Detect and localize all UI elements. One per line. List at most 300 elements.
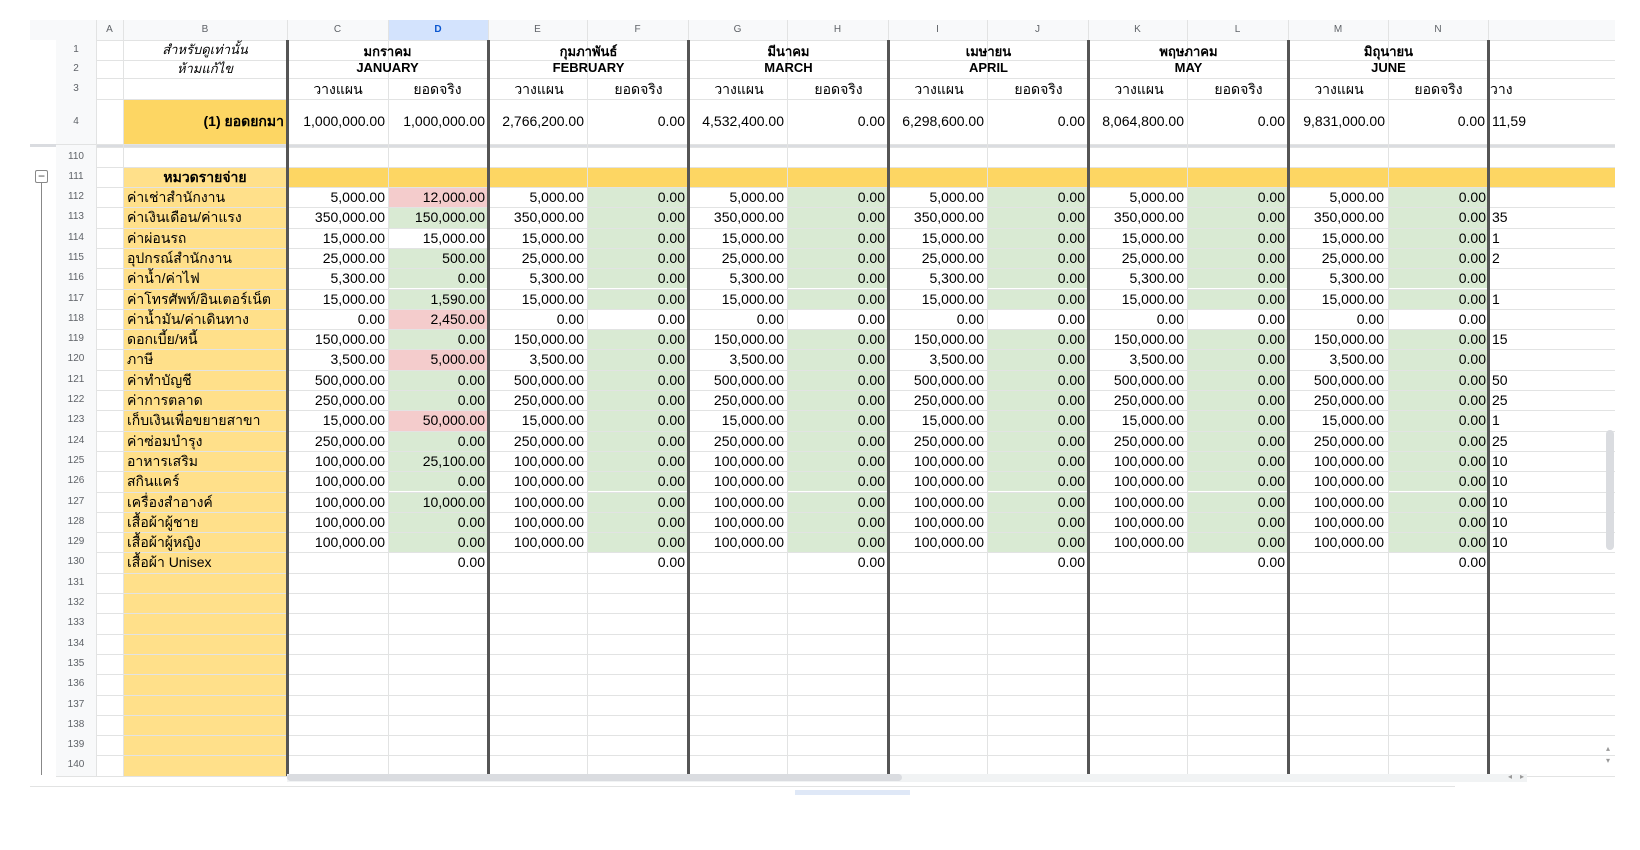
actual-value[interactable]: 0.00 bbox=[1458, 371, 1486, 388]
plan-value[interactable]: 100,000.00 bbox=[713, 513, 784, 530]
column-header-d[interactable]: D bbox=[388, 20, 488, 40]
carry-forward-value[interactable]: 4,532,400.00 bbox=[702, 113, 784, 129]
carry-forward-value[interactable]: 0.00 bbox=[657, 113, 685, 129]
plan-value[interactable]: 250,000.00 bbox=[1113, 432, 1184, 449]
carry-forward-value[interactable]: 0.00 bbox=[1257, 113, 1285, 129]
actual-value[interactable]: 0.00 bbox=[857, 189, 885, 205]
actual-value[interactable]: 15,000.00 bbox=[422, 229, 485, 246]
actual-value[interactable]: 0.00 bbox=[1057, 371, 1085, 388]
actual-value[interactable]: 0.00 bbox=[457, 270, 485, 287]
actual-value[interactable]: 0.00 bbox=[1257, 473, 1285, 490]
actual-value[interactable]: 0.00 bbox=[1257, 452, 1285, 469]
plan-value[interactable]: 100,000.00 bbox=[1313, 513, 1384, 530]
plan-value[interactable]: 150,000.00 bbox=[314, 331, 385, 348]
column-header-c[interactable]: C bbox=[287, 20, 388, 40]
row-header[interactable]: 4 bbox=[56, 99, 96, 144]
plan-value[interactable]: 15,000.00 bbox=[521, 412, 584, 429]
actual-value[interactable]: 0.00 bbox=[657, 392, 685, 408]
actual-value[interactable]: 0.00 bbox=[1257, 270, 1285, 287]
carry-forward-value[interactable]: 1,000,000.00 bbox=[303, 113, 385, 129]
actual-value[interactable]: 0.00 bbox=[857, 534, 885, 551]
plan-value[interactable]: 250,000.00 bbox=[713, 392, 784, 408]
actual-value[interactable]: 0.00 bbox=[1057, 432, 1085, 449]
actual-value[interactable]: 0.00 bbox=[857, 473, 885, 490]
actual-value[interactable]: 0.00 bbox=[1257, 493, 1285, 510]
actual-value[interactable]: 0.00 bbox=[1257, 392, 1285, 408]
actual-value[interactable]: 0.00 bbox=[1458, 351, 1486, 368]
actual-value[interactable]: 0.00 bbox=[1057, 270, 1085, 287]
plan-value[interactable]: 100,000.00 bbox=[1113, 452, 1184, 469]
carry-forward-value[interactable]: 0.00 bbox=[1057, 113, 1085, 129]
column-header-g[interactable]: G bbox=[688, 20, 787, 40]
plan-value[interactable]: 100,000.00 bbox=[1113, 513, 1184, 530]
plan-value[interactable]: 500,000.00 bbox=[1313, 371, 1384, 388]
vertical-scrollbar-thumb[interactable] bbox=[1606, 430, 1614, 550]
scroll-left-arrow-icon[interactable]: ◂ bbox=[1508, 772, 1513, 781]
plan-value[interactable]: 0.00 bbox=[1356, 310, 1384, 327]
partial-next-value[interactable]: 10 bbox=[1492, 493, 1508, 510]
plan-value[interactable]: 25,000.00 bbox=[521, 249, 584, 266]
actual-value[interactable]: 0.00 bbox=[657, 412, 685, 429]
carry-forward-value[interactable]: 0.00 bbox=[857, 113, 885, 129]
actual-value[interactable]: 0.00 bbox=[1057, 493, 1085, 510]
plan-value[interactable]: 25,000.00 bbox=[921, 249, 984, 266]
actual-value[interactable]: 0.00 bbox=[657, 554, 685, 571]
plan-value[interactable]: 0.00 bbox=[556, 310, 584, 327]
row-header[interactable]: 138 bbox=[56, 715, 96, 735]
actual-value[interactable]: 12,000.00 bbox=[422, 189, 485, 205]
carry-forward-value[interactable]: 9,831,000.00 bbox=[1303, 113, 1385, 129]
actual-value[interactable]: 0.00 bbox=[657, 331, 685, 348]
actual-value[interactable]: 0.00 bbox=[1458, 331, 1486, 348]
scroll-up-arrow-icon[interactable]: ▴ bbox=[1606, 744, 1611, 753]
actual-value[interactable]: 50,000.00 bbox=[422, 412, 485, 429]
plan-value[interactable]: 100,000.00 bbox=[314, 534, 385, 551]
actual-value[interactable]: 0.00 bbox=[1257, 331, 1285, 348]
actual-value[interactable]: 0.00 bbox=[657, 493, 685, 510]
actual-value[interactable]: 0.00 bbox=[857, 371, 885, 388]
plan-value[interactable]: 150,000.00 bbox=[913, 331, 984, 348]
column-header-e[interactable]: E bbox=[488, 20, 587, 40]
plan-value[interactable]: 5,300.00 bbox=[1129, 270, 1184, 287]
actual-value[interactable]: 0.00 bbox=[1458, 554, 1486, 571]
row-header[interactable]: 131 bbox=[56, 573, 96, 593]
plan-value[interactable]: 3,500.00 bbox=[330, 351, 385, 368]
plan-value[interactable]: 500,000.00 bbox=[1113, 371, 1184, 388]
plan-value[interactable]: 15,000.00 bbox=[1321, 290, 1384, 307]
row-header[interactable]: 110 bbox=[56, 147, 96, 167]
actual-value[interactable]: 0.00 bbox=[1257, 209, 1285, 226]
actual-value[interactable]: 0.00 bbox=[1458, 392, 1486, 408]
plan-value[interactable]: 100,000.00 bbox=[1313, 452, 1384, 469]
actual-value[interactable]: 5,000.00 bbox=[430, 351, 485, 368]
plan-value[interactable]: 100,000.00 bbox=[314, 473, 385, 490]
actual-value[interactable]: 0.00 bbox=[657, 371, 685, 388]
plan-value[interactable]: 15,000.00 bbox=[1321, 229, 1384, 246]
partial-next-value[interactable]: 10 bbox=[1492, 452, 1508, 469]
row-header[interactable]: 125 bbox=[56, 451, 96, 471]
plan-value[interactable]: 15,000.00 bbox=[1121, 412, 1184, 429]
plan-value[interactable]: 15,000.00 bbox=[921, 412, 984, 429]
actual-value[interactable]: 0.00 bbox=[657, 351, 685, 368]
plan-value[interactable]: 500,000.00 bbox=[314, 371, 385, 388]
actual-value[interactable]: 0.00 bbox=[1057, 513, 1085, 530]
plan-value[interactable]: 500,000.00 bbox=[513, 371, 584, 388]
actual-value[interactable]: 0.00 bbox=[857, 290, 885, 307]
actual-value[interactable]: 0.00 bbox=[857, 270, 885, 287]
plan-value[interactable]: 100,000.00 bbox=[314, 513, 385, 530]
actual-value[interactable]: 0.00 bbox=[1458, 513, 1486, 530]
plan-value[interactable]: 15,000.00 bbox=[521, 290, 584, 307]
plan-value[interactable]: 100,000.00 bbox=[913, 493, 984, 510]
actual-value[interactable]: 0.00 bbox=[1257, 371, 1285, 388]
plan-value[interactable]: 250,000.00 bbox=[1313, 392, 1384, 408]
plan-value[interactable]: 250,000.00 bbox=[913, 392, 984, 408]
row-header[interactable]: 134 bbox=[56, 634, 96, 654]
plan-value[interactable]: 25,000.00 bbox=[1121, 249, 1184, 266]
row-header[interactable]: 118 bbox=[56, 309, 96, 329]
plan-value[interactable]: 3,500.00 bbox=[1129, 351, 1184, 368]
plan-value[interactable]: 500,000.00 bbox=[913, 371, 984, 388]
plan-value[interactable]: 5,000.00 bbox=[529, 189, 584, 205]
row-header[interactable]: 139 bbox=[56, 735, 96, 755]
row-header[interactable]: 126 bbox=[56, 471, 96, 491]
plan-value[interactable]: 150,000.00 bbox=[1313, 331, 1384, 348]
plan-value[interactable]: 3,500.00 bbox=[929, 351, 984, 368]
plan-value[interactable]: 100,000.00 bbox=[1113, 473, 1184, 490]
actual-value[interactable]: 10,000.00 bbox=[422, 493, 485, 510]
column-header-h[interactable]: H bbox=[787, 20, 888, 40]
plan-value[interactable]: 15,000.00 bbox=[1121, 229, 1184, 246]
plan-value[interactable]: 25,000.00 bbox=[721, 249, 784, 266]
actual-value[interactable]: 0.00 bbox=[1257, 290, 1285, 307]
actual-value[interactable]: 0.00 bbox=[1458, 270, 1486, 287]
plan-value[interactable]: 0.00 bbox=[1156, 310, 1184, 327]
actual-value[interactable]: 0.00 bbox=[857, 554, 885, 571]
actual-value[interactable]: 0.00 bbox=[857, 412, 885, 429]
row-header[interactable]: 115 bbox=[56, 248, 96, 268]
plan-value[interactable]: 5,000.00 bbox=[729, 189, 784, 205]
plan-value[interactable]: 100,000.00 bbox=[713, 534, 784, 551]
row-header[interactable]: 124 bbox=[56, 431, 96, 451]
column-header-b[interactable]: B bbox=[123, 20, 287, 40]
plan-value[interactable]: 100,000.00 bbox=[1113, 534, 1184, 551]
plan-value[interactable]: 100,000.00 bbox=[314, 493, 385, 510]
actual-value[interactable]: 0.00 bbox=[657, 534, 685, 551]
column-header-a[interactable]: A bbox=[96, 20, 123, 40]
row-header[interactable]: 3 bbox=[56, 78, 96, 99]
plan-value[interactable]: 100,000.00 bbox=[513, 452, 584, 469]
plan-value[interactable]: 5,300.00 bbox=[729, 270, 784, 287]
actual-value[interactable]: 25,100.00 bbox=[422, 452, 485, 469]
plan-value[interactable]: 100,000.00 bbox=[913, 513, 984, 530]
actual-value[interactable]: 0.00 bbox=[857, 452, 885, 469]
plan-value[interactable]: 0.00 bbox=[756, 310, 784, 327]
actual-value[interactable]: 0.00 bbox=[857, 432, 885, 449]
plan-value[interactable]: 5,000.00 bbox=[1129, 189, 1184, 205]
actual-value[interactable]: 0.00 bbox=[1458, 534, 1486, 551]
actual-value[interactable]: 0.00 bbox=[1257, 534, 1285, 551]
row-header[interactable]: 135 bbox=[56, 654, 96, 674]
actual-value[interactable]: 0.00 bbox=[457, 432, 485, 449]
actual-value[interactable]: 0.00 bbox=[857, 351, 885, 368]
actual-value[interactable]: 0.00 bbox=[1458, 473, 1486, 490]
plan-value[interactable]: 250,000.00 bbox=[314, 432, 385, 449]
row-header[interactable]: 132 bbox=[56, 593, 96, 613]
actual-value[interactable]: 0.00 bbox=[1057, 189, 1085, 205]
sheet-tab-indicator[interactable] bbox=[795, 790, 910, 795]
plan-value[interactable]: 100,000.00 bbox=[913, 534, 984, 551]
carry-forward-value[interactable]: 2,766,200.00 bbox=[502, 113, 584, 129]
actual-value[interactable]: 0.00 bbox=[1257, 412, 1285, 429]
row-header[interactable]: 2 bbox=[56, 60, 96, 78]
actual-value[interactable]: 0.00 bbox=[657, 452, 685, 469]
row-header[interactable]: 128 bbox=[56, 512, 96, 532]
scroll-right-arrow-icon[interactable]: ▸ bbox=[1520, 772, 1525, 781]
collapse-group-icon[interactable]: − bbox=[35, 170, 48, 183]
plan-value[interactable]: 15,000.00 bbox=[921, 229, 984, 246]
plan-value[interactable]: 5,000.00 bbox=[330, 189, 385, 205]
row-header[interactable]: 1 bbox=[56, 40, 96, 60]
actual-value[interactable]: 0.00 bbox=[857, 513, 885, 530]
plan-value[interactable]: 5,000.00 bbox=[929, 189, 984, 205]
actual-value[interactable]: 0.00 bbox=[657, 432, 685, 449]
carry-forward-partial[interactable]: 11,59 bbox=[1492, 113, 1526, 129]
plan-value[interactable]: 100,000.00 bbox=[1313, 473, 1384, 490]
actual-value[interactable]: 0.00 bbox=[657, 310, 685, 327]
plan-value[interactable]: 15,000.00 bbox=[1321, 412, 1384, 429]
plan-value[interactable]: 100,000.00 bbox=[513, 534, 584, 551]
column-header-f[interactable]: F bbox=[587, 20, 688, 40]
partial-next-value[interactable]: 35 bbox=[1492, 209, 1508, 226]
actual-value[interactable]: 0.00 bbox=[657, 229, 685, 246]
plan-value[interactable]: 250,000.00 bbox=[513, 432, 584, 449]
actual-value[interactable]: 0.00 bbox=[1458, 452, 1486, 469]
plan-value[interactable]: 15,000.00 bbox=[921, 290, 984, 307]
row-header[interactable]: 112 bbox=[56, 187, 96, 207]
actual-value[interactable]: 0.00 bbox=[1057, 290, 1085, 307]
actual-value[interactable]: 0.00 bbox=[1257, 310, 1285, 327]
actual-value[interactable]: 0.00 bbox=[1458, 189, 1486, 205]
actual-value[interactable]: 0.00 bbox=[457, 371, 485, 388]
actual-value[interactable]: 0.00 bbox=[1458, 432, 1486, 449]
plan-value[interactable]: 250,000.00 bbox=[713, 432, 784, 449]
column-header-n[interactable]: N bbox=[1388, 20, 1488, 40]
actual-value[interactable]: 0.00 bbox=[857, 493, 885, 510]
plan-value[interactable]: 350,000.00 bbox=[1113, 209, 1184, 226]
row-header[interactable]: 111 bbox=[56, 167, 96, 187]
column-header-m[interactable]: M bbox=[1288, 20, 1388, 40]
plan-value[interactable]: 25,000.00 bbox=[322, 249, 385, 266]
plan-value[interactable]: 100,000.00 bbox=[713, 452, 784, 469]
plan-value[interactable]: 150,000.00 bbox=[1113, 331, 1184, 348]
plan-value[interactable]: 500,000.00 bbox=[713, 371, 784, 388]
actual-value[interactable]: 0.00 bbox=[857, 392, 885, 408]
partial-next-value[interactable]: 25 bbox=[1492, 392, 1508, 408]
plan-value[interactable]: 3,500.00 bbox=[529, 351, 584, 368]
partial-next-value[interactable]: 15 bbox=[1492, 331, 1508, 348]
plan-value[interactable]: 100,000.00 bbox=[513, 513, 584, 530]
plan-value[interactable]: 5,300.00 bbox=[330, 270, 385, 287]
actual-value[interactable]: 0.00 bbox=[1458, 209, 1486, 226]
actual-value[interactable]: 0.00 bbox=[657, 270, 685, 287]
actual-value[interactable]: 0.00 bbox=[1057, 452, 1085, 469]
plan-value[interactable]: 5,000.00 bbox=[1329, 189, 1384, 205]
actual-value[interactable]: 0.00 bbox=[457, 331, 485, 348]
partial-next-value[interactable]: 10 bbox=[1492, 513, 1508, 530]
row-header[interactable]: 121 bbox=[56, 370, 96, 390]
plan-value[interactable]: 150,000.00 bbox=[513, 331, 584, 348]
plan-value[interactable]: 250,000.00 bbox=[513, 392, 584, 408]
actual-value[interactable]: 0.00 bbox=[1458, 229, 1486, 246]
actual-value[interactable]: 0.00 bbox=[1057, 534, 1085, 551]
plan-value[interactable]: 100,000.00 bbox=[1313, 493, 1384, 510]
column-header-k[interactable]: K bbox=[1088, 20, 1187, 40]
row-header[interactable]: 137 bbox=[56, 695, 96, 715]
plan-value[interactable]: 3,500.00 bbox=[729, 351, 784, 368]
row-header[interactable]: 129 bbox=[56, 532, 96, 552]
plan-value[interactable]: 350,000.00 bbox=[314, 209, 385, 226]
actual-value[interactable]: 0.00 bbox=[1057, 554, 1085, 571]
carry-forward-value[interactable]: 0.00 bbox=[1457, 113, 1485, 129]
carry-forward-value[interactable]: 6,298,600.00 bbox=[902, 113, 984, 129]
actual-value[interactable]: 0.00 bbox=[657, 513, 685, 530]
plan-value[interactable]: 350,000.00 bbox=[1313, 209, 1384, 226]
actual-value[interactable]: 0.00 bbox=[457, 554, 485, 571]
actual-value[interactable]: 150,000.00 bbox=[414, 209, 485, 226]
actual-value[interactable]: 0.00 bbox=[657, 189, 685, 205]
plan-value[interactable]: 100,000.00 bbox=[1313, 534, 1384, 551]
actual-value[interactable]: 0.00 bbox=[1057, 310, 1085, 327]
actual-value[interactable]: 0.00 bbox=[657, 249, 685, 266]
row-header[interactable]: 127 bbox=[56, 492, 96, 512]
plan-value[interactable]: 15,000.00 bbox=[322, 290, 385, 307]
actual-value[interactable]: 500.00 bbox=[442, 249, 485, 266]
row-header[interactable]: 114 bbox=[56, 228, 96, 248]
row-header[interactable]: 113 bbox=[56, 207, 96, 227]
plan-value[interactable]: 350,000.00 bbox=[713, 209, 784, 226]
partial-next-value[interactable]: 1 bbox=[1492, 290, 1500, 307]
plan-value[interactable]: 100,000.00 bbox=[1113, 493, 1184, 510]
carry-forward-value[interactable]: 1,000,000.00 bbox=[403, 113, 485, 129]
partial-next-value[interactable]: 50 bbox=[1492, 371, 1508, 388]
actual-value[interactable]: 0.00 bbox=[457, 392, 485, 408]
plan-value[interactable]: 250,000.00 bbox=[314, 392, 385, 408]
actual-value[interactable]: 0.00 bbox=[857, 209, 885, 226]
partial-next-value[interactable]: 10 bbox=[1492, 534, 1508, 551]
plan-value[interactable]: 100,000.00 bbox=[513, 473, 584, 490]
plan-value[interactable]: 0.00 bbox=[956, 310, 984, 327]
row-header[interactable]: 130 bbox=[56, 552, 96, 572]
actual-value[interactable]: 0.00 bbox=[1057, 249, 1085, 266]
plan-value[interactable]: 250,000.00 bbox=[1313, 432, 1384, 449]
row-header[interactable]: 120 bbox=[56, 349, 96, 369]
actual-value[interactable]: 0.00 bbox=[1458, 310, 1486, 327]
plan-value[interactable]: 250,000.00 bbox=[1113, 392, 1184, 408]
actual-value[interactable]: 0.00 bbox=[657, 473, 685, 490]
plan-value[interactable]: 350,000.00 bbox=[913, 209, 984, 226]
actual-value[interactable]: 0.00 bbox=[457, 513, 485, 530]
plan-value[interactable]: 350,000.00 bbox=[513, 209, 584, 226]
actual-value[interactable]: 0.00 bbox=[1458, 412, 1486, 429]
carry-forward-value[interactable]: 8,064,800.00 bbox=[1102, 113, 1184, 129]
plan-value[interactable]: 0.00 bbox=[357, 310, 385, 327]
actual-value[interactable]: 0.00 bbox=[1057, 392, 1085, 408]
actual-value[interactable]: 0.00 bbox=[1257, 513, 1285, 530]
actual-value[interactable]: 0.00 bbox=[1458, 493, 1486, 510]
actual-value[interactable]: 0.00 bbox=[457, 534, 485, 551]
actual-value[interactable]: 0.00 bbox=[1257, 189, 1285, 205]
partial-next-value[interactable]: 10 bbox=[1492, 473, 1508, 490]
actual-value[interactable]: 0.00 bbox=[657, 209, 685, 226]
scroll-down-arrow-icon[interactable]: ▾ bbox=[1606, 756, 1611, 765]
actual-value[interactable]: 0.00 bbox=[657, 290, 685, 307]
actual-value[interactable]: 0.00 bbox=[857, 249, 885, 266]
spreadsheet-grid[interactable] bbox=[30, 20, 1615, 845]
plan-value[interactable]: 25,000.00 bbox=[1321, 249, 1384, 266]
actual-value[interactable]: 0.00 bbox=[1458, 249, 1486, 266]
plan-value[interactable]: 250,000.00 bbox=[913, 432, 984, 449]
row-header[interactable]: 123 bbox=[56, 410, 96, 430]
plan-value[interactable]: 15,000.00 bbox=[322, 229, 385, 246]
column-header-l[interactable]: L bbox=[1187, 20, 1288, 40]
plan-value[interactable]: 3,500.00 bbox=[1329, 351, 1384, 368]
plan-value[interactable]: 15,000.00 bbox=[322, 412, 385, 429]
partial-next-value[interactable]: 1 bbox=[1492, 412, 1500, 429]
actual-value[interactable]: 0.00 bbox=[1057, 473, 1085, 490]
row-header[interactable]: 136 bbox=[56, 674, 96, 694]
plan-value[interactable]: 100,000.00 bbox=[713, 473, 784, 490]
actual-value[interactable]: 0.00 bbox=[1057, 229, 1085, 246]
actual-value[interactable]: 0.00 bbox=[1257, 554, 1285, 571]
partial-next-value[interactable]: 1 bbox=[1492, 229, 1500, 246]
actual-value[interactable]: 0.00 bbox=[857, 331, 885, 348]
actual-value[interactable]: 1,590.00 bbox=[430, 290, 485, 307]
plan-value[interactable]: 5,300.00 bbox=[1329, 270, 1384, 287]
actual-value[interactable]: 0.00 bbox=[857, 310, 885, 327]
plan-value[interactable]: 15,000.00 bbox=[721, 290, 784, 307]
row-header[interactable]: 133 bbox=[56, 613, 96, 633]
partial-next-value[interactable]: 25 bbox=[1492, 432, 1508, 449]
actual-value[interactable]: 0.00 bbox=[457, 473, 485, 490]
actual-value[interactable]: 0.00 bbox=[1257, 432, 1285, 449]
row-header[interactable]: 140 bbox=[56, 755, 96, 775]
row-header[interactable]: 119 bbox=[56, 329, 96, 349]
column-header-j[interactable]: J bbox=[987, 20, 1088, 40]
actual-value[interactable]: 0.00 bbox=[1257, 229, 1285, 246]
actual-value[interactable]: 0.00 bbox=[857, 229, 885, 246]
plan-value[interactable]: 100,000.00 bbox=[513, 493, 584, 510]
plan-value[interactable]: 15,000.00 bbox=[521, 229, 584, 246]
actual-value[interactable]: 0.00 bbox=[1057, 209, 1085, 226]
row-header[interactable]: 117 bbox=[56, 289, 96, 309]
column-header-i[interactable]: I bbox=[888, 20, 987, 40]
row-header[interactable]: 116 bbox=[56, 268, 96, 288]
actual-value[interactable]: 0.00 bbox=[1458, 290, 1486, 307]
plan-value[interactable]: 15,000.00 bbox=[1121, 290, 1184, 307]
row-header[interactable]: 122 bbox=[56, 390, 96, 410]
plan-value[interactable]: 100,000.00 bbox=[913, 452, 984, 469]
plan-value[interactable]: 100,000.00 bbox=[314, 452, 385, 469]
actual-value[interactable]: 0.00 bbox=[1057, 412, 1085, 429]
actual-value[interactable]: 2,450.00 bbox=[430, 310, 485, 327]
plan-value[interactable]: 5,300.00 bbox=[529, 270, 584, 287]
actual-value[interactable]: 0.00 bbox=[1057, 331, 1085, 348]
plan-value[interactable]: 150,000.00 bbox=[713, 331, 784, 348]
plan-value[interactable]: 15,000.00 bbox=[721, 412, 784, 429]
partial-next-value[interactable]: 2 bbox=[1492, 249, 1500, 266]
actual-value[interactable]: 0.00 bbox=[1257, 351, 1285, 368]
